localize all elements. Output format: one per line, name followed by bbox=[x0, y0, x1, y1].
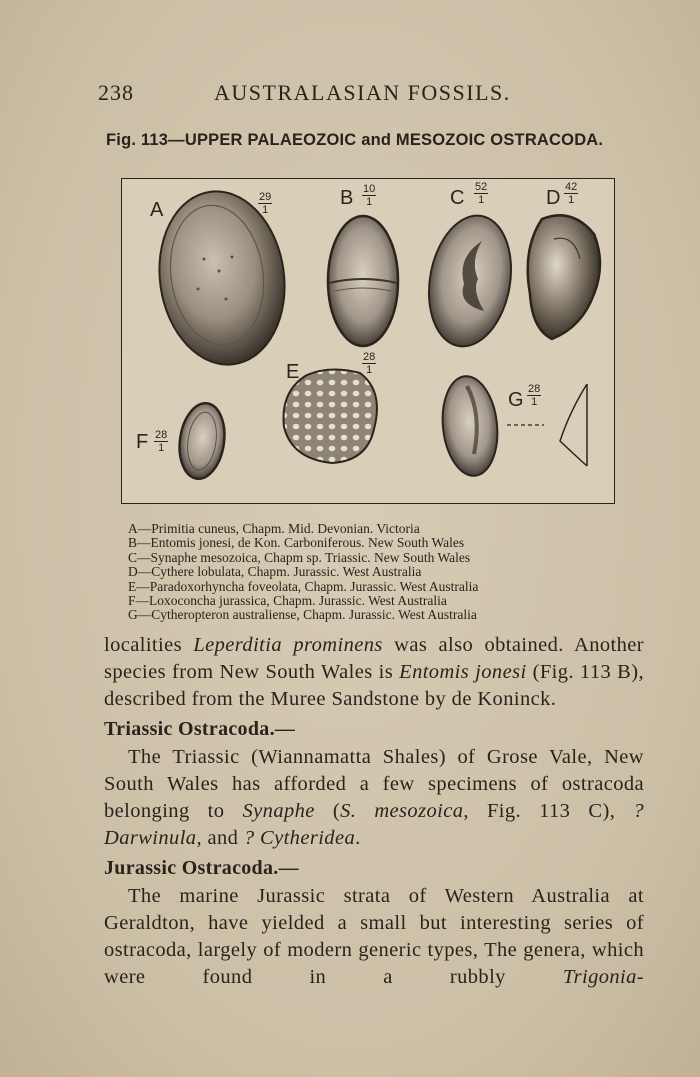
figure-plate bbox=[121, 178, 615, 504]
specimen-a-primitia bbox=[148, 183, 295, 373]
p2-taxon-s-mesozoica: S. mesozoica bbox=[340, 800, 464, 823]
figure-legend bbox=[128, 522, 648, 623]
legend-row-e: E—Paradoxorhyncha foveolata, Chapm. Jurassic. West Australia bbox=[128, 578, 479, 594]
scale-e-num: 28 bbox=[363, 351, 376, 363]
scale-c bbox=[474, 181, 488, 206]
panel-label-a: A bbox=[150, 199, 164, 221]
heading-triassic-ostracoda: Triassic Ostracoda.— bbox=[104, 717, 296, 740]
figure-caption: Fig. 113—UPPER PALAEOZOIC and MESOZOIC OSTRACODA. bbox=[106, 131, 604, 149]
paragraph-triassic bbox=[104, 744, 644, 853]
p1-text-c: was also obtained. Another species from New South Wales is bbox=[104, 634, 645, 684]
legend-row-b: B—Entomis jonesi, de Kon. Carboniferous. New South Wales bbox=[128, 535, 465, 551]
p3-taxon-trigonia: Trigonia- bbox=[562, 966, 644, 989]
page-number: 238 bbox=[98, 80, 134, 105]
p1-taxon-leperditia: Leperditia prominens bbox=[193, 634, 383, 656]
scale-a-num: 29 bbox=[259, 191, 272, 203]
scale-a bbox=[258, 191, 272, 216]
panel-label-b: B bbox=[340, 187, 354, 209]
paragraph-leperditia bbox=[104, 632, 644, 714]
running-head-title: AUSTRALASIAN FOSSILS. bbox=[214, 80, 511, 105]
scale-c-den: 1 bbox=[478, 194, 485, 206]
scale-d-den: 1 bbox=[568, 194, 575, 206]
panel-label-d: D bbox=[546, 187, 561, 209]
scale-e bbox=[362, 351, 376, 376]
scale-c-num: 52 bbox=[475, 181, 488, 193]
scale-b-den: 1 bbox=[366, 196, 373, 208]
scale-f bbox=[154, 429, 168, 454]
p1-taxon-entomis: Entomis jonesi bbox=[399, 661, 527, 684]
p2-text-i: . bbox=[355, 827, 361, 850]
p2-text-e: , Fig. 113 C), bbox=[463, 800, 634, 823]
p2-taxon-darwinula: ? Darwinula bbox=[104, 800, 644, 850]
legend-row-d: D—Cythere lobulata, Chapm. Jurassic. West Australia bbox=[128, 564, 422, 580]
scale-g bbox=[527, 383, 541, 408]
p2-text-a: The Triassic (Wiannamatta Shales) of Grose Vale, New South Wales has afforded a few specimens of ostracoda belonging to bbox=[104, 745, 644, 823]
panel-label-c: C bbox=[450, 187, 465, 209]
ostracoda-illustration bbox=[122, 179, 614, 503]
legend-row-f: F—Loxoconcha jurassica, Chapm. Jurassic. West Australia bbox=[128, 593, 447, 609]
scale-d bbox=[564, 181, 578, 206]
specimen-d-cythere bbox=[528, 215, 600, 339]
scale-d-num: 42 bbox=[565, 181, 578, 193]
scale-b bbox=[362, 183, 376, 208]
p2-text-g: , and bbox=[196, 827, 244, 850]
running-head bbox=[98, 80, 538, 110]
scale-g-num: 28 bbox=[528, 383, 541, 395]
scale-b-num: 10 bbox=[363, 183, 376, 195]
body-text bbox=[104, 632, 644, 992]
scale-a-den: 1 bbox=[262, 204, 269, 216]
legend-row-c: C—Synaphe mesozoica, Chapm sp. Triassic. New South Wales bbox=[128, 549, 471, 565]
legend-row-a: A—Primitia cuneus, Chapm. Mid. Devonian. Victoria bbox=[128, 521, 420, 536]
p1-text-e: (Fig. 113 B), described from the Muree Sandstone by de Koninck. bbox=[104, 661, 644, 711]
panel-label-e: E bbox=[286, 361, 300, 383]
paragraph-jurassic bbox=[104, 883, 644, 992]
scale-e-den: 1 bbox=[366, 364, 373, 376]
legend-row-g: G—Cytheropteron australiense, Chapm. Jurassic. West Australia bbox=[128, 607, 477, 623]
p3-text-a: The marine Jurassic strata of Western Australia at Geraldton, have yielded a small but interesting series of ostracoda, largely of modern generic types, The genera, which were found in a rubbly bbox=[104, 884, 644, 989]
specimen-c-synaphe bbox=[419, 209, 521, 353]
specimen-f-loxoconcha bbox=[175, 400, 229, 481]
p2-text-c: ( bbox=[314, 800, 341, 823]
scale-f-num: 28 bbox=[155, 429, 168, 441]
p2-taxon-cytheridea: ? Cytheridea bbox=[243, 827, 356, 850]
panel-label-f: F bbox=[136, 431, 149, 453]
p1-text-a: localities bbox=[104, 634, 194, 656]
p2-taxon-synaphe: Synaphe bbox=[242, 800, 315, 823]
scale-f-den: 1 bbox=[158, 442, 165, 454]
scale-g-den: 1 bbox=[531, 396, 538, 408]
panel-label-g: G bbox=[508, 389, 524, 411]
specimen-b-entomis bbox=[328, 216, 398, 346]
heading-jurassic-ostracoda: Jurassic Ostracoda.— bbox=[104, 856, 299, 879]
